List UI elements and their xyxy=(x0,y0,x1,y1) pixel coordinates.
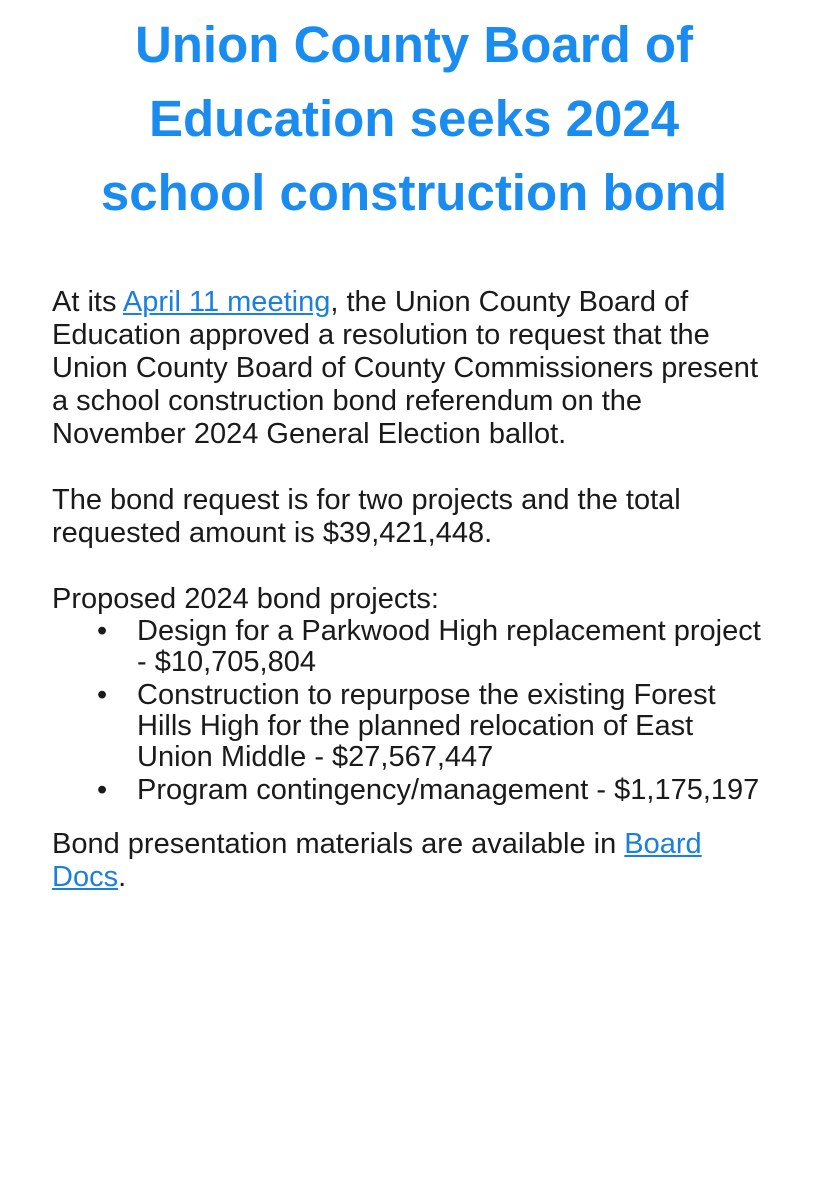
closing-text: Bond presentation materials are available in xyxy=(52,828,625,860)
closing-period: . xyxy=(118,861,127,893)
intro-text-start: At its xyxy=(52,286,123,318)
list-item-text: Design for a Parkwood High replacement project - $10,705,804 xyxy=(137,615,761,678)
summary-paragraph: The bond request is for two projects and the total requested amount is $39,421,448. xyxy=(52,484,681,549)
projects-list xyxy=(52,616,776,806)
list-item-text: Program contingency/management - $1,175,197 xyxy=(137,774,760,806)
closing-paragraph xyxy=(52,828,776,894)
list-item xyxy=(97,774,776,806)
list-item xyxy=(97,679,776,773)
board-docs-link[interactable]: Board Docs xyxy=(52,828,702,893)
list-item xyxy=(97,615,776,678)
bullet-icon: • xyxy=(97,615,108,647)
article-title: Union County Board of Education seeks 2024 school construction bond xyxy=(100,16,728,221)
april-11-meeting-link[interactable]: April 11 meeting xyxy=(122,286,331,318)
list-item-text: Construction to repurpose the existing Forest Hills High for the planned relocation of East Union Middle - $27,567,447 xyxy=(137,679,716,773)
bullet-icon: • xyxy=(97,774,108,806)
intro-paragraph xyxy=(52,286,776,451)
bullet-icon: • xyxy=(97,679,108,711)
projects-heading: Proposed 2024 bond projects: xyxy=(52,583,439,615)
intro-text-end: , the Union County Board of Education approved a resolution to request that the Union County Board of County Commissioners present a school construction bond referendum on the November 2024 General Election ballot. xyxy=(52,286,758,450)
